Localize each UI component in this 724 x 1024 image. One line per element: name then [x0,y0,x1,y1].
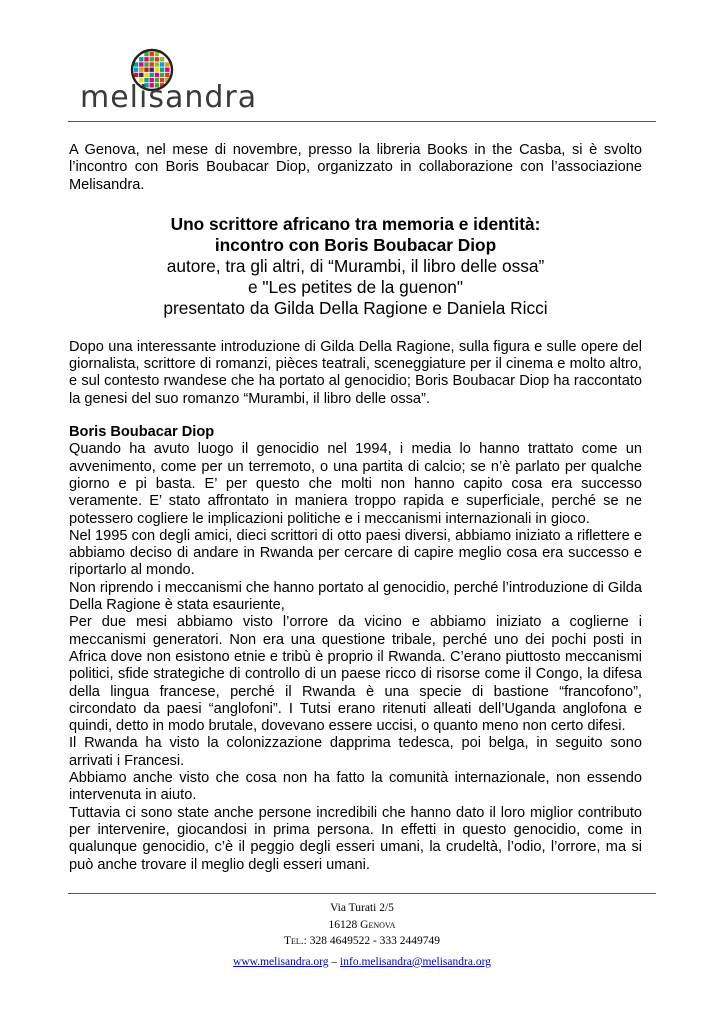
logo-tile [144,62,148,66]
footer-cap: 16128 [328,918,361,931]
logo-tile [160,57,164,61]
logo-tile [150,62,154,66]
logo-tile [160,68,164,72]
intro-paragraph: A Genova, nel mese di novembre, presso la libreria Books in the Casba, si è svolto l’incontro con Boris Boubacar Diop, organizzato in collaborazione con l’associazione Melisandra. [69,142,642,193]
logo-tile [160,73,164,77]
body-paragraph: Nel 1995 con degli amici, dieci scrittori di otto paesi diversi, abbiamo iniziato a riflettere e abbiamo deciso di andare in Rwanda per cercare di capire meglio cosa era successo e riportarlo al mondo. [69,527,642,579]
logo-tile [155,68,159,72]
event-title: Uno scrittore africano tra memoria e identità: [170,213,541,234]
logo-tile [165,73,169,77]
logo-tile [139,68,143,72]
body-paragraph: Quando ha avuto luogo il genocidio nel 1994, i media lo hanno trattato come un avvenimento, come per un terremoto, o una partita di calcio; se n’è parlato per qualche giorno e pi basta. E’ per questo che molti non hanno capito cosa era successo veramente. E’ stato affrontato in maniera troppo rapida e superficiale, perché se ne potessero cogliere le implicazioni politiche e i meccanismi internazionali in gioco. [69,441,642,527]
event-book-line: e "Les petites de la guenon" [247,276,463,297]
event-presenters-line: presentato da Gilda Della Ragione e Daniela Ricci [163,297,548,318]
logo-tile [165,62,169,66]
logo-tile [150,73,154,77]
header-divider [68,121,656,122]
logo-tile [165,68,169,72]
email-link[interactable]: info.melisandra@melisandra.org [340,955,491,968]
logo-tile [134,73,138,77]
event-title-block [69,214,642,319]
logo-tile [150,52,154,56]
footer-tel-label: Tel. [283,935,304,947]
logo-tile [155,73,159,77]
footer-city-line [0,917,724,934]
event-subtitle: incontro con Boris Boubacar Diop [214,234,497,255]
footer-city: Genova [360,918,396,931]
logo-tile [160,62,164,66]
summary-paragraph: Dopo una interessante introduzione di Gilda Della Ragione, sulla figura e sulle opere del giornalista, scrittore di romanzi, pièces teatrali, sceneggiature per il cinema e molto altro, e sul contesto rwandese che ha portato al genocidio; Boris Boubacar Diop ha raccontato la genesi del suo romanzo “Murambi, il libro delle ossa”. [69,338,642,407]
logo-tile [155,52,159,56]
logo-wordmark: melisandra [80,80,258,115]
footer-phone: : 328 4649522 - 333 2449749 [303,935,441,947]
logo-tile [144,73,148,77]
footer-links [0,954,724,971]
body-paragraph: Non riprendo i meccanismi che hanno portato al genocidio, perché l’introduzione di Gilda Della Ragione è stata esauriente, [69,579,642,614]
body-paragraph: Per due mesi abbiamo visto l’orrore da vicino e abbiamo iniziato a coglierne i meccanismi generatori. Non era una questione tribale, perché uno dei pochi posti in Africa dove non esistono etnie e tribù è proprio il Rwanda. C’erano piuttosto meccanismi politici, sfide strategiche di controllo di un paese ricco di risorse come il Congo, la difesa della lingua francese, perché il Rwanda è una specie di bastione “francofono”, circondato da paesi “anglofoni”. I Tutsi erano ritenuti alleati dell’Uganda anglofona e quindi, detto in modo brutale, dovevano essere uccisi, o quanto meno non certo difesi. [69,614,642,735]
logo-tile [155,57,159,61]
website-link[interactable]: www.melisandra.org [233,955,329,968]
footer [0,900,724,970]
footer-phone-line [0,933,724,950]
body-paragraph: Tuttavia ci sono state anche persone incredibili che hanno dato il loro miglior contributo per intervenire, giocandosi in prima persona. In effetti in questo genocidio, come in qualunque genocidio, c’è il peggio degli esseri umani, la crudeltà, l’odio, l’orrore, ma si può anche trovare il meglio degli esseri umani. [69,804,642,873]
logo-tile [155,62,159,66]
section-heading: Boris Boubacar Diop [69,424,215,441]
logo-tile [150,57,154,61]
logo-tile [150,68,154,72]
article-body [69,142,642,874]
footer-divider [68,893,656,894]
logo-tile [134,68,138,72]
logo-tile [144,68,148,72]
body-paragraph: Abbiamo anche visto che cosa non ha fatto la comunità internazionale, non essendo intervenuta in aiuto. [69,770,642,804]
logo-tile [139,73,143,77]
event-author-line: autore, tra gli altri, di “Murambi, il libro delle ossa” [166,255,545,276]
logo-tile [139,62,143,66]
logo-tile [144,57,148,61]
logo-tile [139,57,143,61]
footer-separator: – [328,955,341,968]
footer-address: Via Turati 2/5 [330,902,394,914]
body-paragraph: Il Rwanda ha visto la colonizzazione dapprima tedesca, poi belga, in seguito sono arrivati i Francesi. [69,735,642,769]
